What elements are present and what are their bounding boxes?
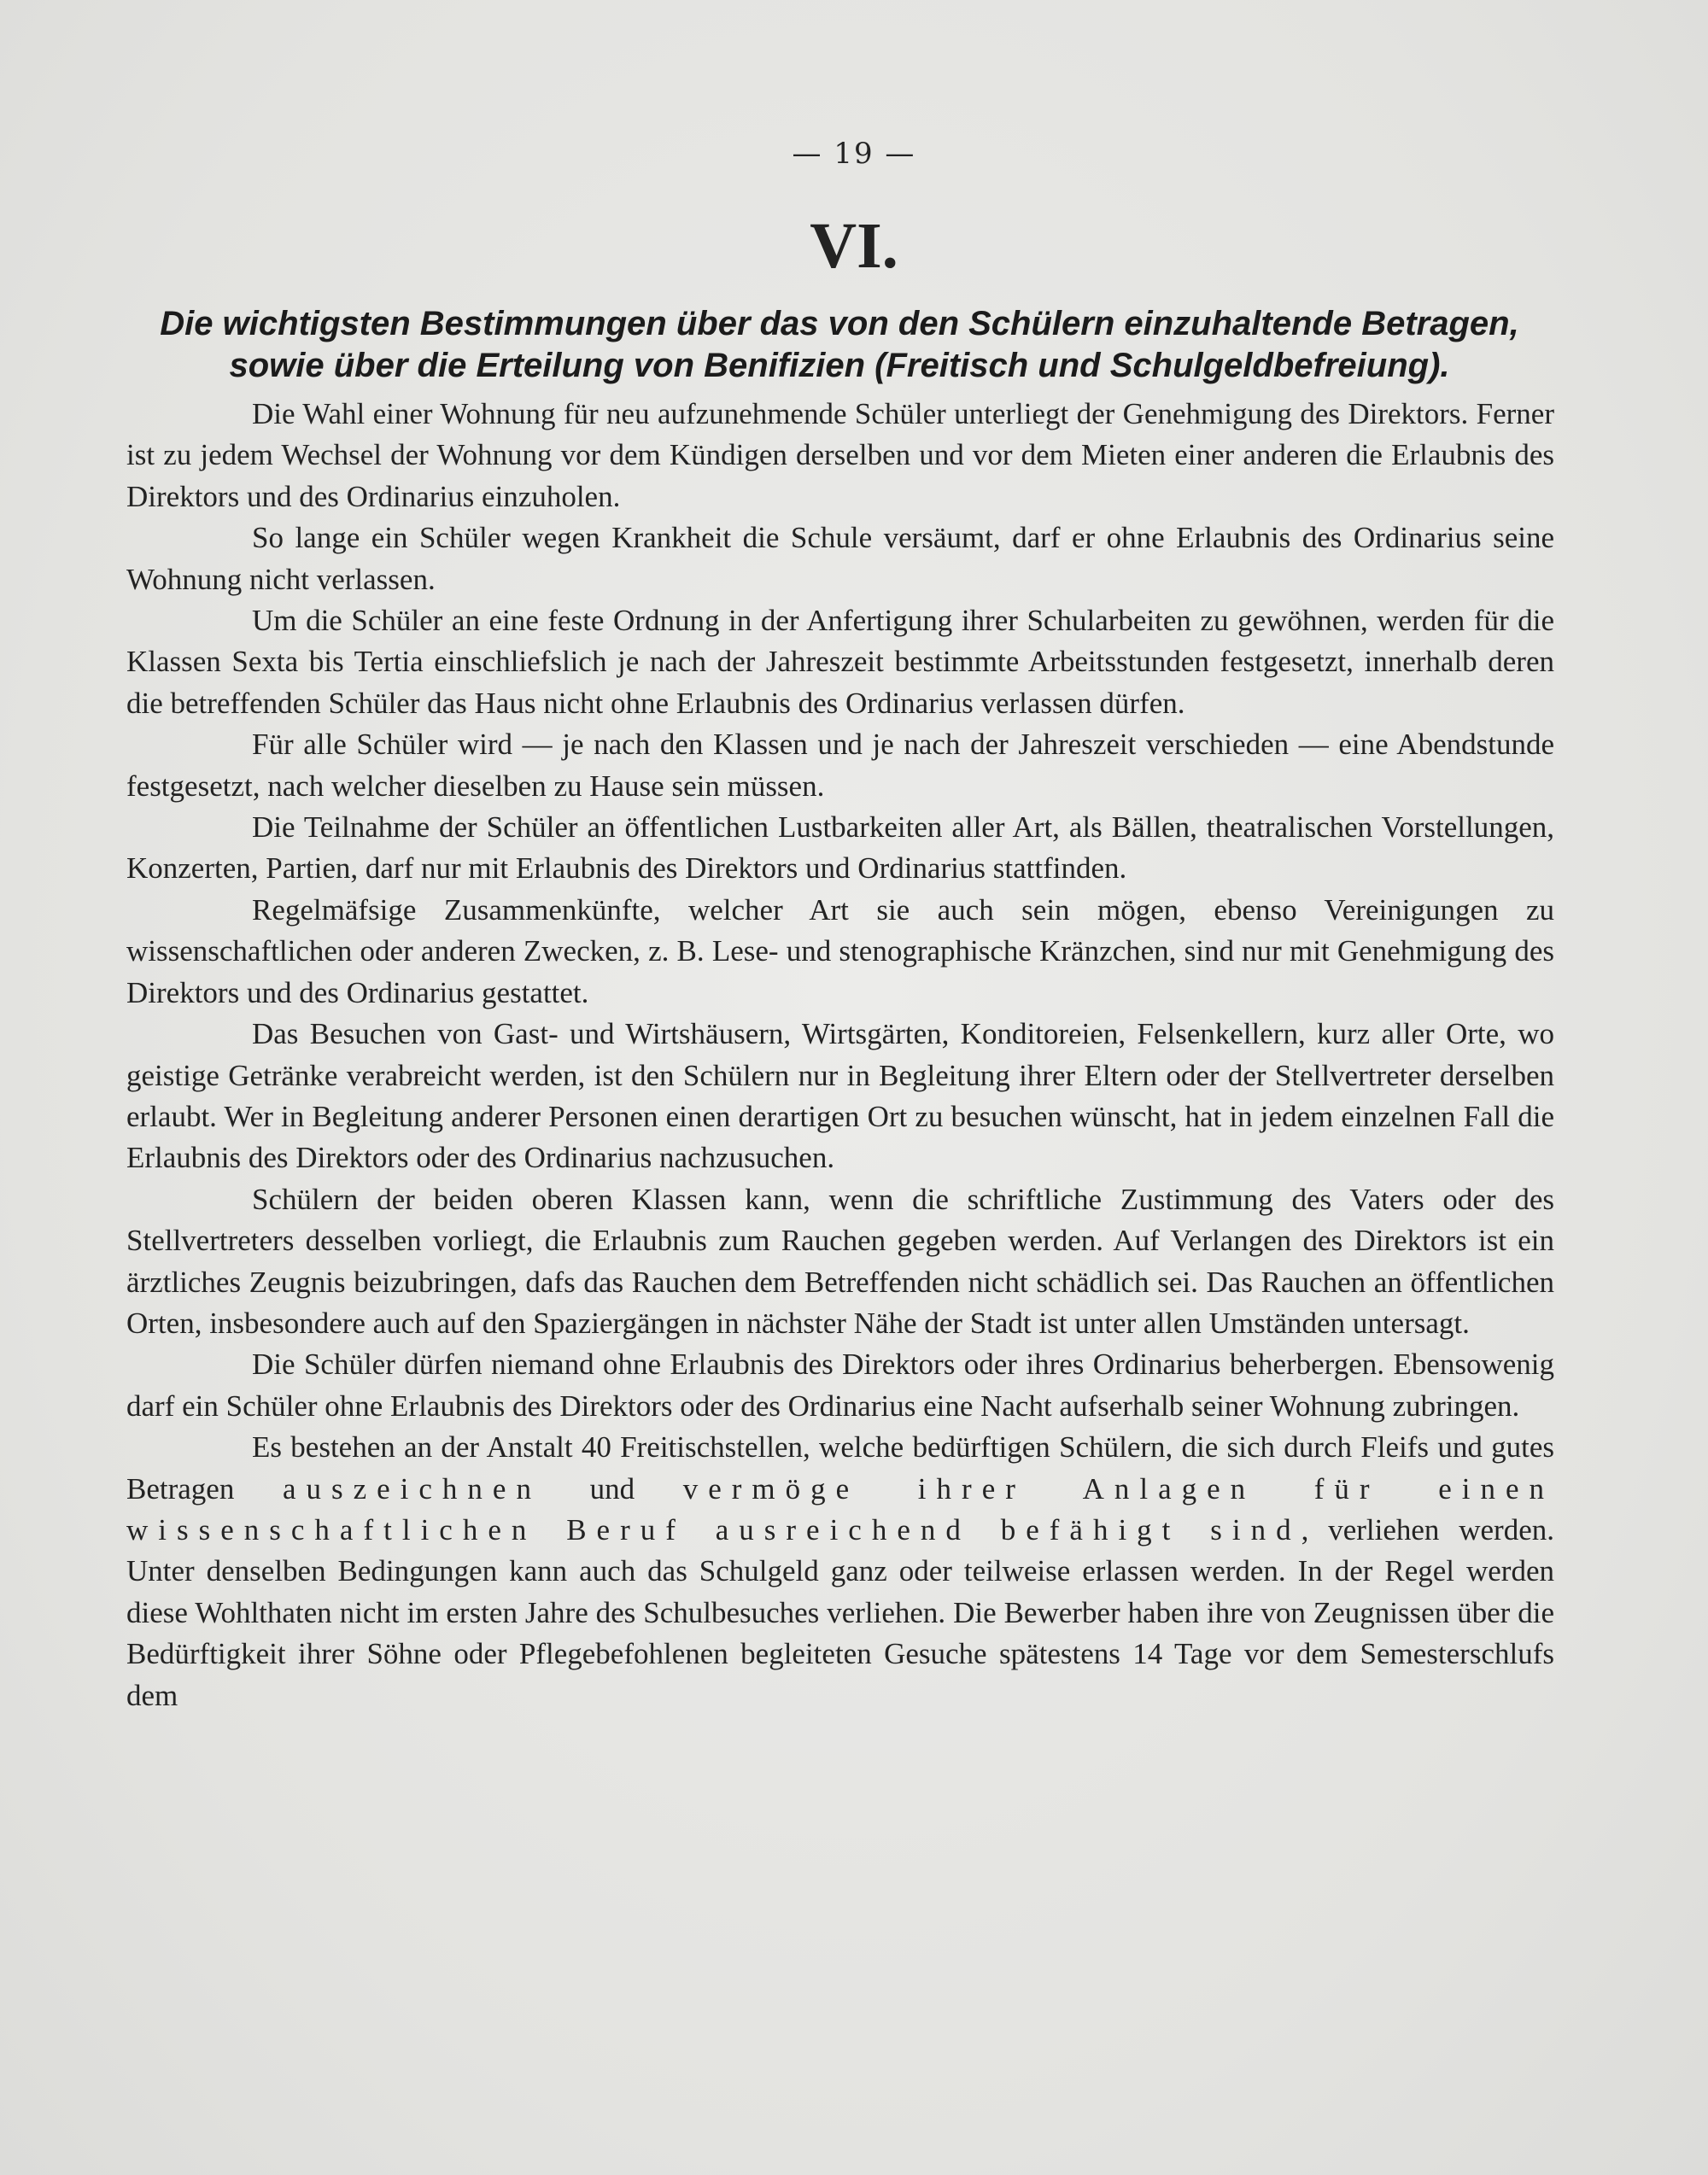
paragraph-taverns: Das Besuchen von Gast- und Wirtshäusern, Wirtsgärten, Konditoreien, Felsenkellern, kurz aller Orte, wo geistige Getränke verabreicht werden, ist den Schülern nur in Begleitung ihrer Eltern oder der Stellvertreter derselben erlaubt. Wer in Begleitung anderer Personen einen derartigen Ort zu besuchen wünscht, hat in jedem einzelnen Fall die Erlaubnis des Direktors oder des Ordinarius nachzusuchen. bbox=[126, 1017, 1554, 1175]
paragraph-public-amusements: Die Teilnahme der Schüler an öffentlichen Lustbarkeiten aller Art, als Bällen, theatralischen Vorstellungen, Konzerten, Partien, darf nur mit Erlaubnis des Direktors und Ordinarius stattfinden. bbox=[126, 810, 1554, 886]
paragraph-residence: Die Wahl einer Wohnung für neu aufzunehmende Schüler unterliegt der Genehmigung des Direktors. Ferner ist zu jedem Wechsel der Wohnung vor dem Kündigen derselben und vor dem Mieten einer anderen die Erlaubnis des Direktors und des Ordinarius einzuholen. bbox=[126, 397, 1554, 513]
paragraph-illness: So lange ein Schüler wegen Krankheit die Schule versäumt, darf er ohne Erlaubnis des Ordinarius seine Wohnung nicht verlassen. bbox=[126, 521, 1554, 596]
paragraph-smoking: Schülern der beiden oberen Klassen kann, wenn die schriftliche Zustimmung des Vaters oder des Stellvertreters desselben vorliegt, die Erlaubnis zum Rauchen gegeben werden. Auf Verlangen des Direktors ist ein ärztliches Zeugnis beizubringen, dafs das Rauchen dem Betreffenden nicht schädlich sei. Das Rauchen an öffentlichen Orten, insbesondere auch auf den Spaziergängen in nächster Nähe der Stadt ist unter allen Umständen untersagt. bbox=[126, 1182, 1554, 1340]
free-meals-text-1: Es bestehen an der Anstalt 40 Freitischstellen, welche bedürftigen Schülern, die sich durch Fleifs und gutes Betragen bbox=[126, 1430, 1554, 1506]
chapter-numeral: VI. bbox=[810, 210, 898, 282]
page-number: — 19 — bbox=[792, 137, 916, 171]
heading-line-1: Die wichtigsten Bestimmungen über das von den Schülern einzuhaltende Betragen, bbox=[160, 305, 1519, 342]
paragraph-evening-curfew: Für alle Schüler wird — je nach den Klassen und je nach der Jahreszeit verschieden — eine Abendstunde festgesetzt, nach welcher dieselben zu Hause sein müssen. bbox=[126, 728, 1554, 803]
free-meals-emphasis-1: auszeichnen bbox=[282, 1471, 541, 1506]
free-meals-text-2: und bbox=[541, 1471, 683, 1506]
paragraph-lodging: Die Schüler dürfen niemand ohne Erlaubnis des Direktors oder ihres Ordinarius beherbergen. Ebensowenig darf ein Schüler ohne Erlaubnis des Direktors oder des Ordinarius eine Nacht aufserhalb seiner Wohnung zubringen. bbox=[126, 1348, 1554, 1423]
free-meals-emphasis-2: vermöge ihrer Anlagen für einen wissenschaftlichen Beruf ausreichend befähigt sind bbox=[126, 1471, 1554, 1546]
paragraph-study-hours: Um die Schüler an eine feste Ordnung in der Anfertigung ihrer Schularbeiten zu gewöhnen, werden für die Klassen Sexta bis Tertia einschliefslich je nach der Jahreszeit bestimmte Arbeitsstunden festgesetzt, innerhalb deren die betreffenden Schüler das Haus nicht ohne Erlaubnis des Ordinarius verlassen dürfen. bbox=[126, 604, 1554, 720]
heading-line-2: sowie über die Erteilung von Benifizien (Freitisch und Schulgeldbefreiung). bbox=[229, 347, 1450, 384]
paragraph-free-meals bbox=[126, 1427, 1554, 1716]
body-text bbox=[126, 394, 1554, 1716]
free-meals-text-3: , verliehen werden. Unter denselben Bedingungen kann auch das Schulgeld ganz oder teilweise erlassen werden. In der Regel werden diese Wohlthaten nicht im ersten Jahre des Schulbesuches verliehen. Die Bewerber haben ihre von Zeugnissen über die Bedürftigkeit ihrer Söhne oder Pflegebefohlenen begleiteten Gesuche spätestens 14 Tage vor dem Semesterschlufs dem bbox=[126, 1512, 1554, 1712]
section-heading bbox=[126, 303, 1553, 387]
paragraph-associations: Regelmäfsige Zusammenkünfte, welcher Art sie auch sein mögen, ebenso Vereinigungen zu wissenschaftlichen oder anderen Zwecken, z. B. Lese- und stenographische Kränzchen, sind nur mit Genehmigung des Direktors und des Ordinarius gestattet. bbox=[126, 892, 1554, 1009]
